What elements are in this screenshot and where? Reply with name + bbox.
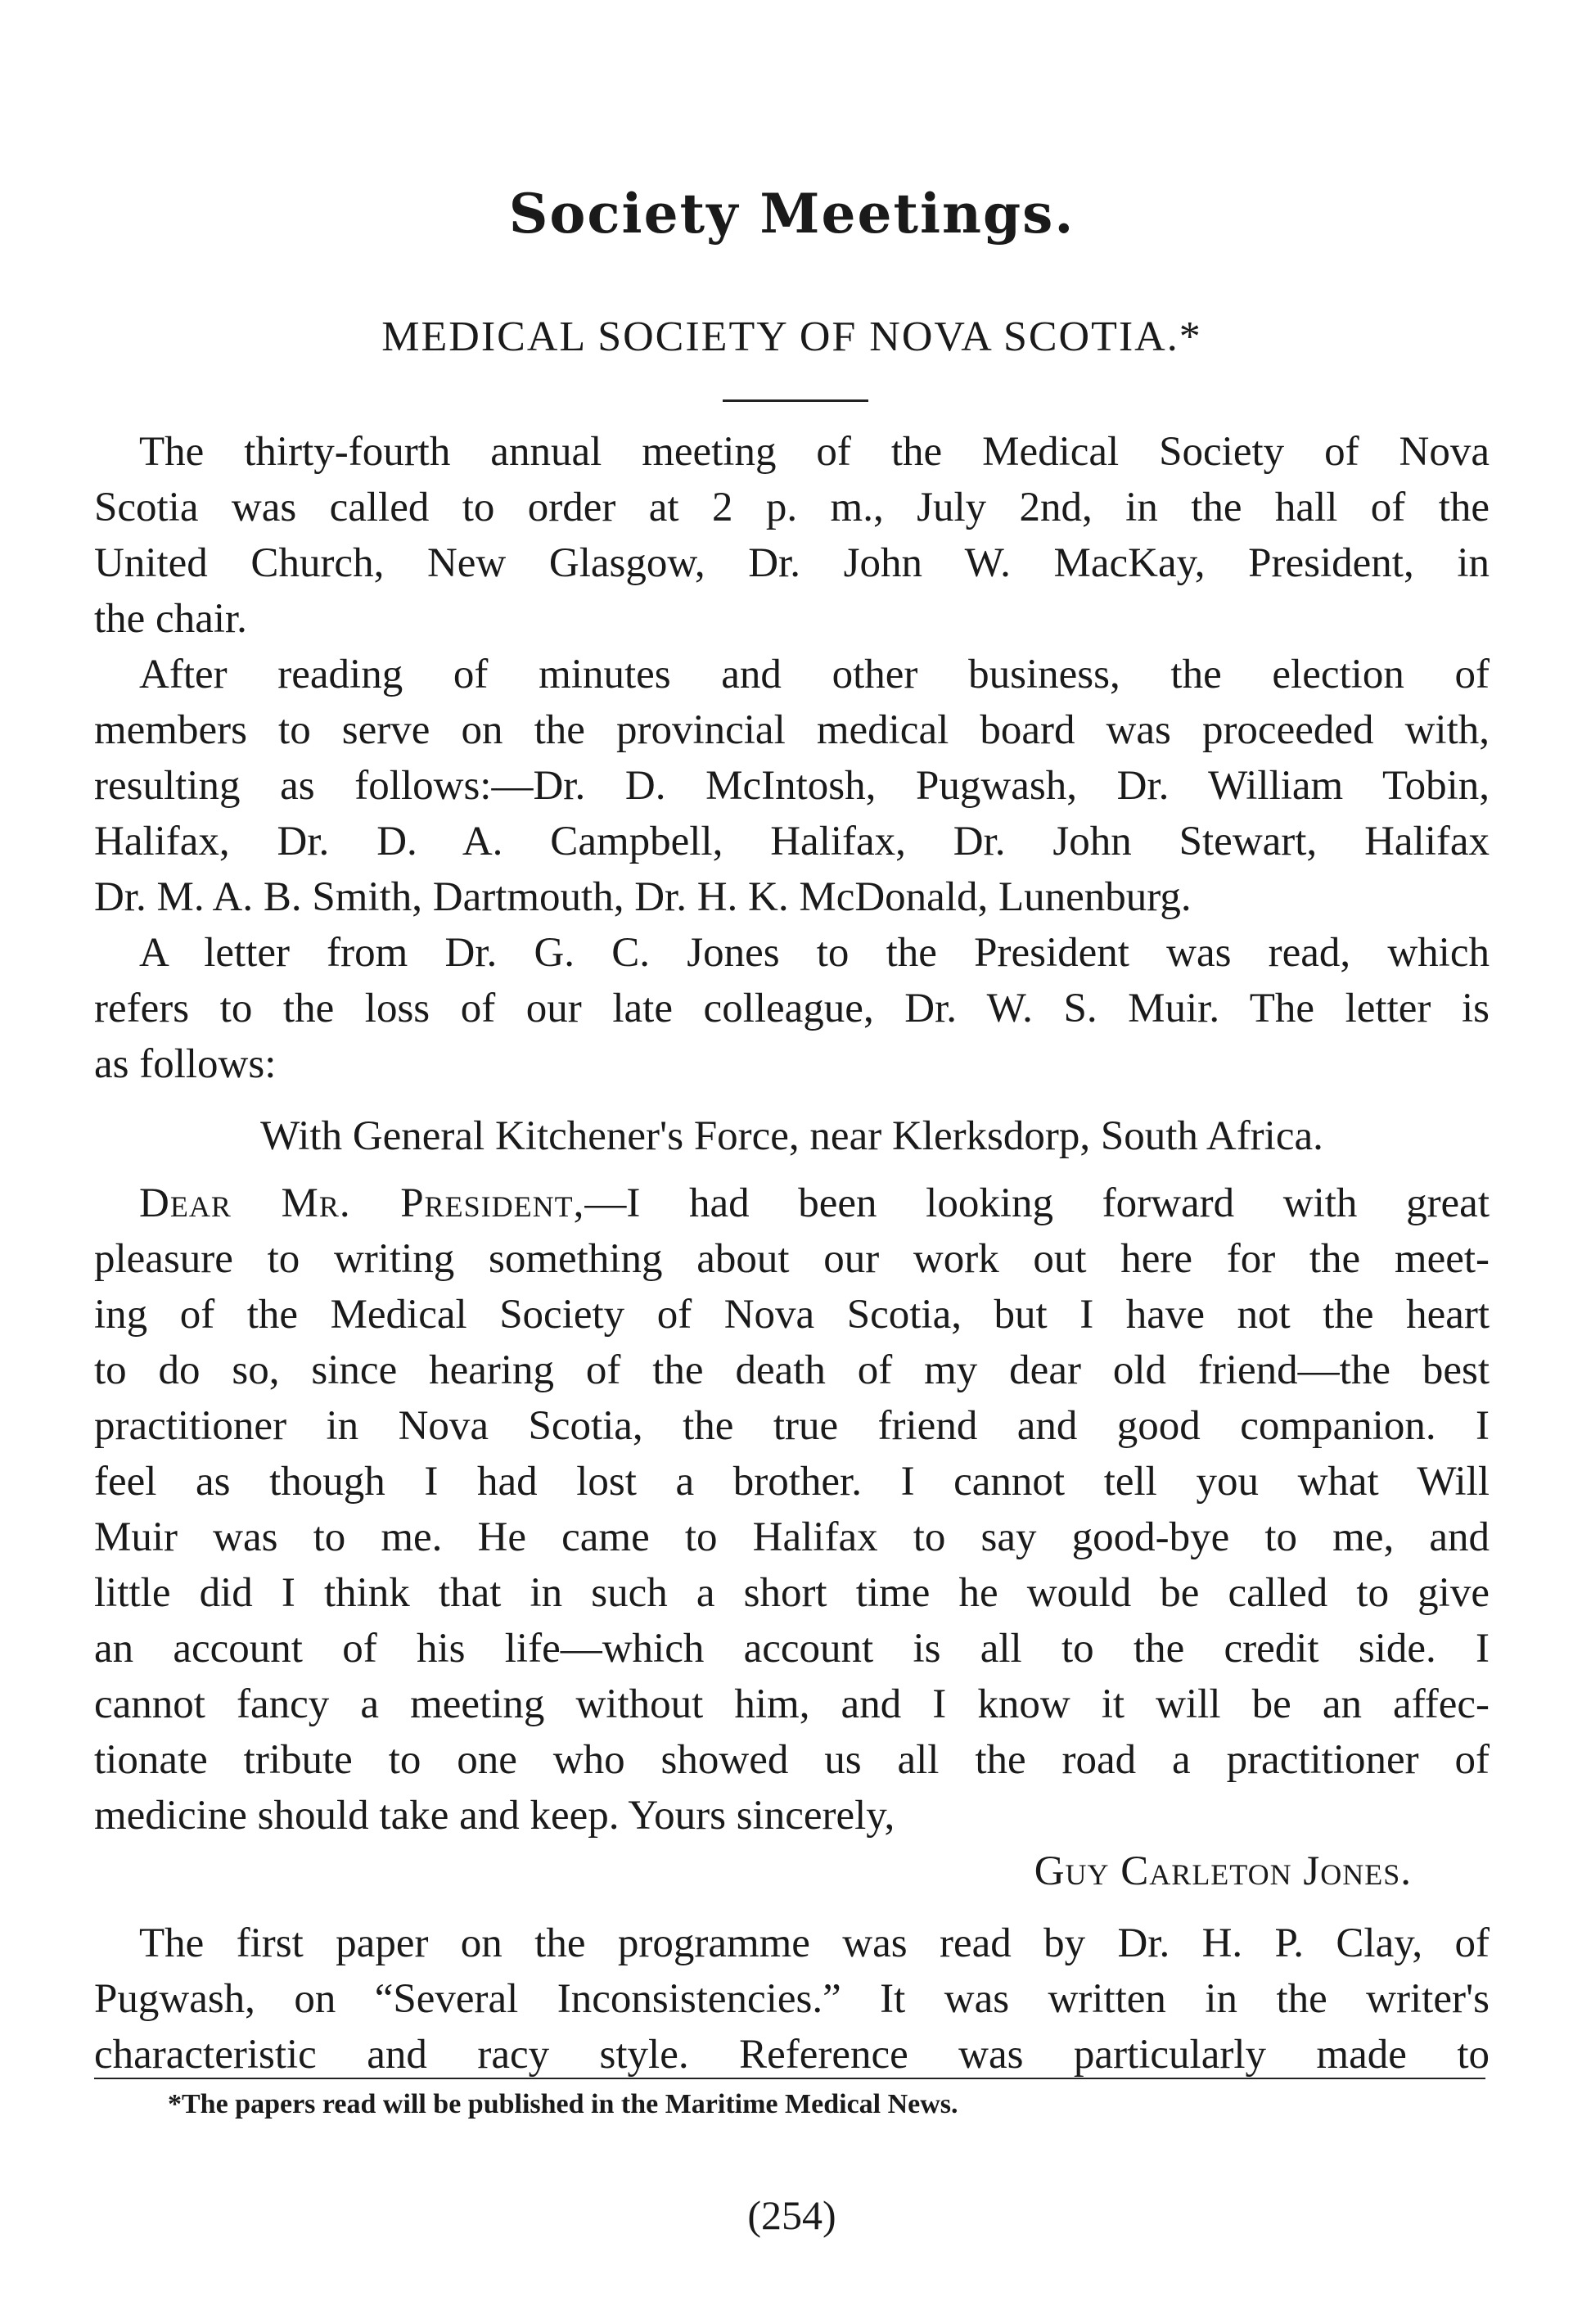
body-line: refers to the loss of our late colleague, Dr. W. S. Muir. The letter is xyxy=(94,986,1490,1031)
body-line: the chair. xyxy=(94,596,247,642)
body-line: A letter from Dr. G. C. Jones to the President was read, which xyxy=(139,930,1490,976)
letter-line: medicine should take and keep. Yours sincerely, xyxy=(94,1793,895,1839)
body-line: United Church, New Glasgow, Dr. John W. MacKay, President, in xyxy=(94,540,1490,586)
body-line: Pugwash, on “Several Inconsistencies.” It was written in the writer's xyxy=(94,1976,1490,2022)
body-line: Halifax, Dr. D. A. Campbell, Halifax, Dr. John Stewart, Halifax xyxy=(94,819,1490,864)
section-title: Society Meetings. xyxy=(508,182,1075,246)
body-line: characteristic and racy style. Reference was particularly made to xyxy=(94,2032,1490,2078)
body-line: Dr. M. A. B. Smith, Dartmouth, Dr. H. K. McDonald, Lunenburg. xyxy=(94,874,1192,920)
letter-line: Muir was to me. He came to Halifax to say good-bye to me, and xyxy=(94,1514,1490,1560)
letter-line xyxy=(94,1176,1490,1231)
letter-line: pleasure to writing something about our work out here for the meet- xyxy=(94,1236,1490,1282)
page-number: (254) xyxy=(747,2192,836,2238)
footnote-divider xyxy=(94,2078,1485,2079)
body-line: After reading of minutes and other business, the election of xyxy=(139,652,1490,697)
letter-line: practitioner in Nova Scotia, the true friend and good companion. I xyxy=(94,1403,1490,1449)
letter-salutation: Dear Mr. President, xyxy=(139,1180,585,1226)
body-line: resulting as follows:—Dr. D. McIntosh, Pugwash, Dr. William Tobin, xyxy=(94,763,1490,809)
letter-line: feel as though I had lost a brother. I cannot tell you what Will xyxy=(94,1459,1490,1505)
body-line: The first paper on the programme was read by Dr. H. P. Clay, of xyxy=(139,1920,1490,1966)
body-line: Scotia was called to order at 2 p. m., July 2nd, in the hall of the xyxy=(94,485,1490,530)
society-heading: MEDICAL SOCIETY OF NOVA SCOTIA.* xyxy=(381,314,1202,360)
letter-line: an account of his life—which account is all to the credit side. I xyxy=(94,1626,1490,1672)
letter-line: little did I think that in such a short time he would be called to give xyxy=(94,1570,1490,1616)
heading-divider xyxy=(723,399,868,402)
letter-signature: Guy Carleton Jones. xyxy=(1034,1848,1412,1894)
letter-line: cannot fancy a meeting without him, and I know it will be an affec- xyxy=(94,1681,1490,1727)
letter-location: With General Kitchener's Force, near Klerksdorp, South Africa. xyxy=(260,1113,1323,1159)
letter-first-line: —I had been looking forward with great xyxy=(584,1180,1490,1226)
letter-line: tionate tribute to one who showed us all the road a practitioner of xyxy=(94,1737,1490,1783)
letter-line: to do so, since hearing of the death of my dear old friend—the best xyxy=(94,1347,1490,1393)
footnote: *The papers read will be published in the Maritime Medical News. xyxy=(168,2089,958,2119)
body-line: as follows: xyxy=(94,1041,277,1087)
body-line: members to serve on the provincial medical board was proceeded with, xyxy=(94,707,1490,753)
body-line: The thirty-fourth annual meeting of the Medical Society of Nova xyxy=(139,429,1490,475)
letter-line: ing of the Medical Society of Nova Scotia, but I have not the heart xyxy=(94,1292,1490,1338)
